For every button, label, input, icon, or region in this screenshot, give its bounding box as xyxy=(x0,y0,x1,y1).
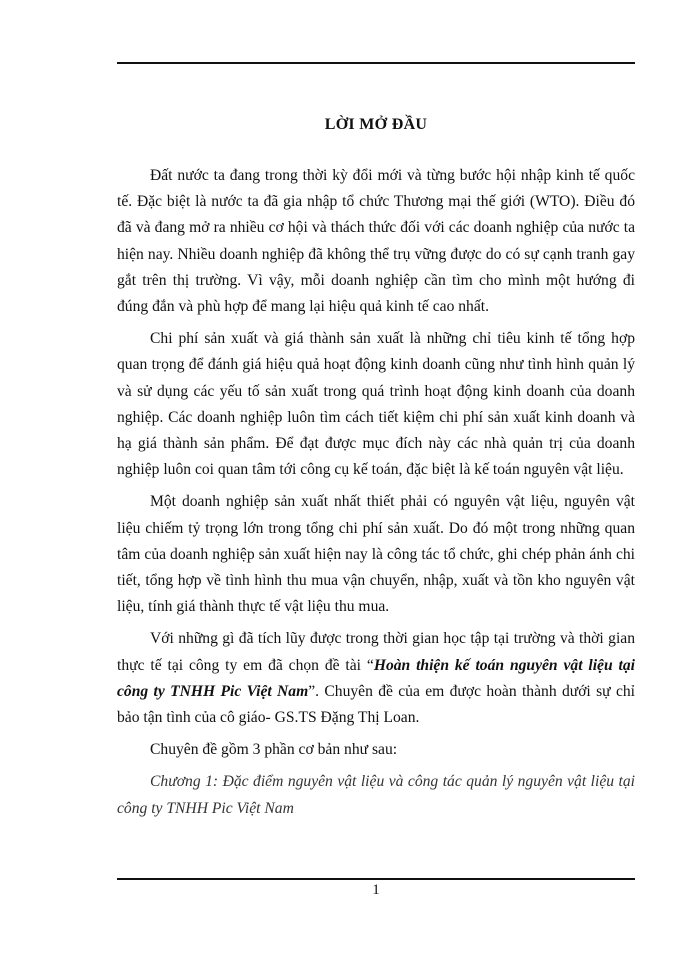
paragraph-4-outro: ”. Chuyên đề của em được hoàn thành dưới sự chỉ bảo tận tình của cô giáo- GS.TS Đặng Thị Loan. xyxy=(117,682,635,727)
paragraph-2: Chi phí sản xuất và giá thành sản xuất là những chỉ tiêu kinh tế tổng hợp quan trọng để đánh giá hiệu quả hoạt động kinh doanh cũng như tình hình quản lý và sử dụng các yếu tố sản xuất trong quá trình hoạt động kinh doanh của doanh nghiệp. Các doanh nghiệp luôn tìm cách tiết kiệm chi phí sản xuất kinh doanh và hạ giá thành sản phẩm. Để đạt được mục đích này các nhà quản trị của doanh nghiệp luôn coi quan tâm tới công cụ kế toán, đặc biệt là kế toán nguyên vật liệu. xyxy=(117,330,635,479)
chapter-1-item: Chương 1: Đặc điểm nguyên vật liệu và công tác quản lý nguyên vật liệu tại công ty TNHH Pic Việt Nam xyxy=(117,773,635,817)
document-body xyxy=(117,163,635,828)
page-number: 1 xyxy=(372,882,380,898)
paragraph-4-intro: Với những gì đã tích lũy được trong thời gian học tập tại trường và thời gian thực tế tại công ty em đã chọn đề tài “ xyxy=(117,630,635,674)
document-title: LỜI MỞ ĐẦU xyxy=(324,116,428,133)
paragraph-4 xyxy=(117,626,635,731)
paragraph-3: Một doanh nghiệp sản xuất nhất thiết phải có nguyên vật liệu, nguyên vật liệu chiếm tỷ trọng lớn trong tổng chi phí sản xuất. Do đó một trong những quan tâm của doanh nghiệp sản xuất hiện nay là công tác tổ chức, ghi chép phản ánh chi tiết, tổng hợp về tình hình thu mua vận chuyển, nhập, xuất và tồn kho nguyên vật liệu, tính giá thành thực tế vật liệu thu mua. xyxy=(117,493,635,616)
paragraph-5: Chuyên đề gồm 3 phần cơ bản như sau: xyxy=(150,741,398,759)
footer-rule xyxy=(117,878,635,880)
paragraph-1: Đất nước ta đang trong thời kỳ đổi mới và từng bước hội nhập kinh tế quốc tế. Đặc biệt là nước ta đã gia nhập tổ chức Thương mại thế giới (WTO). Điều đó đã và đang mở ra nhiều cơ hội và thách thức đối với các doanh nghiệp của nước ta hiện nay. Nhiều doanh nghiệp đã không thể trụ vững được do có sự cạnh tranh gay gắt trên thị trường. Vì vậy, mỗi doanh nghiệp cần tìm cho mình một hướng đi đúng đắn và phù hợp để mang lại hiệu quả kinh tế cao nhất. xyxy=(117,167,635,316)
thesis-topic: Hoàn thiện kế toán nguyên vật liệu tại công ty TNHH Pic Việt Nam xyxy=(117,656,635,700)
header-rule xyxy=(117,62,635,64)
